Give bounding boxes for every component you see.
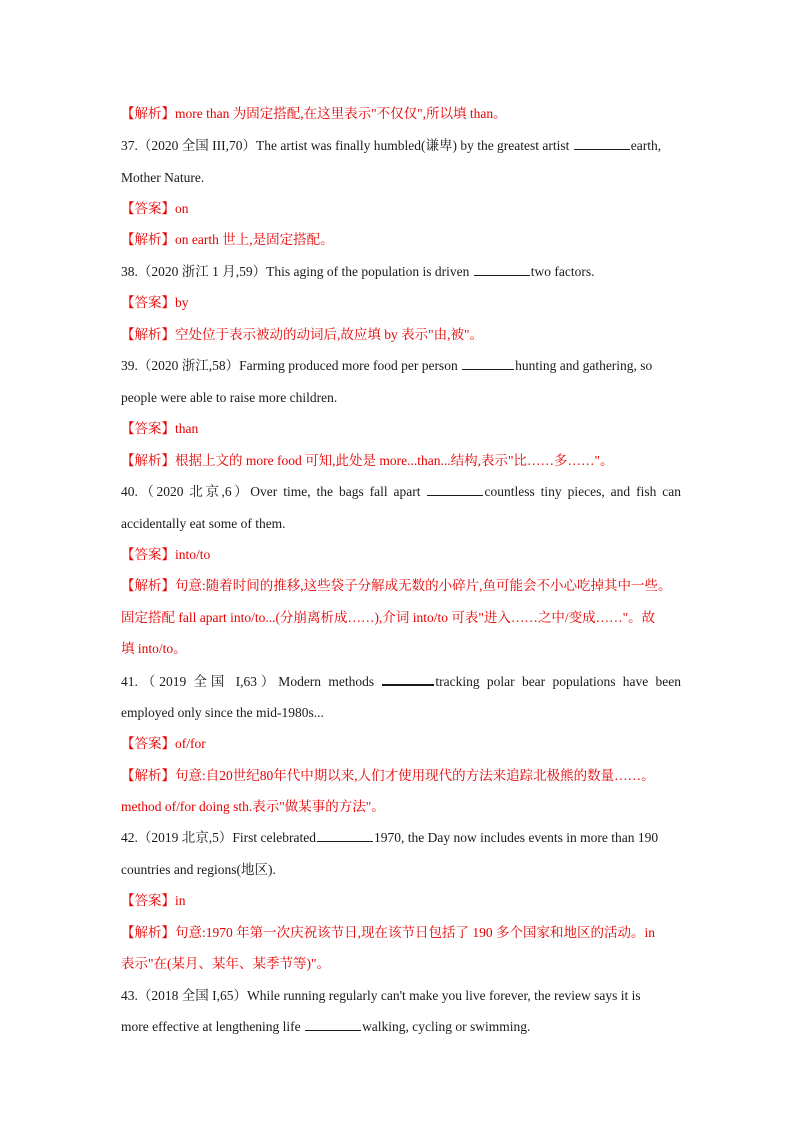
answer-37: 【答案】on <box>121 201 189 216</box>
analysis-42-line1: 【解析】句意:1970 年第一次庆祝该节日,现在该节日包括了 190 多个国家和地区的活动。in <box>121 925 656 940</box>
question-43-line2-tail: walking, cycling or swimming. <box>362 1019 531 1034</box>
question-38-text: 38.（2020 浙江 1 月,59）This aging of the population is driven <box>121 264 470 279</box>
answer-42: 【答案】in <box>121 893 186 908</box>
answer-blank <box>574 137 630 150</box>
analysis-42-line2: 表示"在(某月、某年、某季节等)"。 <box>121 956 331 971</box>
answer-39: 【答案】than <box>121 421 199 436</box>
answer-41: 【答案】of/for <box>121 736 206 751</box>
question-40-text: 40.（2020 北京,6）Over time, the bags fall apart <box>121 484 421 499</box>
answer-blank <box>427 483 483 496</box>
answer-40: 【答案】into/to <box>121 547 211 562</box>
question-38 <box>121 263 681 281</box>
question-41 <box>121 672 681 691</box>
analysis-41-line1: 【解析】句意:自20世纪80年代中期以来,人们才使用现代的方法来追踪北极熊的数量……。 <box>121 768 655 783</box>
question-42-tail: 1970, the Day now includes events in more than 190 <box>373 830 659 845</box>
question-37-text: 37.（2020 全国 III,70）The artist was finally humbled(谦卑) by the greatest artist <box>121 138 570 153</box>
question-37 <box>121 137 681 155</box>
question-37-line2: Mother Nature. <box>121 170 205 185</box>
question-41-text: 41.（2019 全国 I,63）Modern methods <box>121 674 375 689</box>
question-41-line2: employed only since the mid-1980s... <box>121 705 324 720</box>
analysis-41-line2: method of/for doing sth.表示"做某事的方法"。 <box>121 799 385 814</box>
answer-blank <box>317 829 373 842</box>
analysis-36: 【解析】more than 为固定搭配,在这里表示"不仅仅",所以填 than。 <box>121 106 507 121</box>
question-42-line2: countries and regions(地区). <box>121 862 276 877</box>
question-40-line2: accidentally eat some of them. <box>121 516 286 531</box>
question-40-tail: countless tiny pieces, and fish can <box>484 484 681 499</box>
answer-blank <box>305 1018 361 1031</box>
question-43: 43.（2018 全国 I,65）While running regularly can't make you live forever, the review says it is <box>121 988 641 1003</box>
analysis-38: 【解析】空处位于表示被动的动词后,故应填 by 表示"由,被"。 <box>121 327 484 342</box>
answer-blank <box>474 263 530 276</box>
question-43-line2 <box>121 1018 681 1036</box>
analysis-40-line2: 固定搭配 fall apart into/to...(分崩离析成……),介词 into/to 可表"进入……之中/变成……"。故 <box>121 610 656 625</box>
question-37-tail: earth, <box>630 138 662 153</box>
question-39-tail: hunting and gathering, so <box>515 358 653 373</box>
question-38-tail: two factors. <box>530 264 595 279</box>
analysis-39: 【解析】根据上文的 more food 可知,此处是 more...than...结构,表示"比……多……"。 <box>121 453 614 468</box>
question-39-text: 39.（2020 浙江,58）Farming produced more food per person <box>121 358 458 373</box>
answer-blank <box>462 357 514 370</box>
analysis-40-line3: 填 into/to。 <box>121 641 187 656</box>
question-42-text: 42.（2019 北京,5）First celebrated <box>121 830 316 845</box>
analysis-40-line1: 【解析】句意:随着时间的推移,这些袋子分解成无数的小碎片,鱼可能会不小心吃掉其中一些。 <box>121 578 672 593</box>
question-41-tail: tracking polar bear populations have been <box>435 674 682 689</box>
question-43-line2-text: more effective at lengthening life <box>121 1019 301 1034</box>
question-39 <box>121 357 681 375</box>
question-40 <box>121 483 681 501</box>
analysis-37: 【解析】on earth 世上,是固定搭配。 <box>121 232 334 247</box>
answer-38: 【答案】by <box>121 295 189 310</box>
answer-blank <box>382 672 434 686</box>
question-42 <box>121 829 681 847</box>
question-39-line2: people were able to raise more children. <box>121 390 338 405</box>
